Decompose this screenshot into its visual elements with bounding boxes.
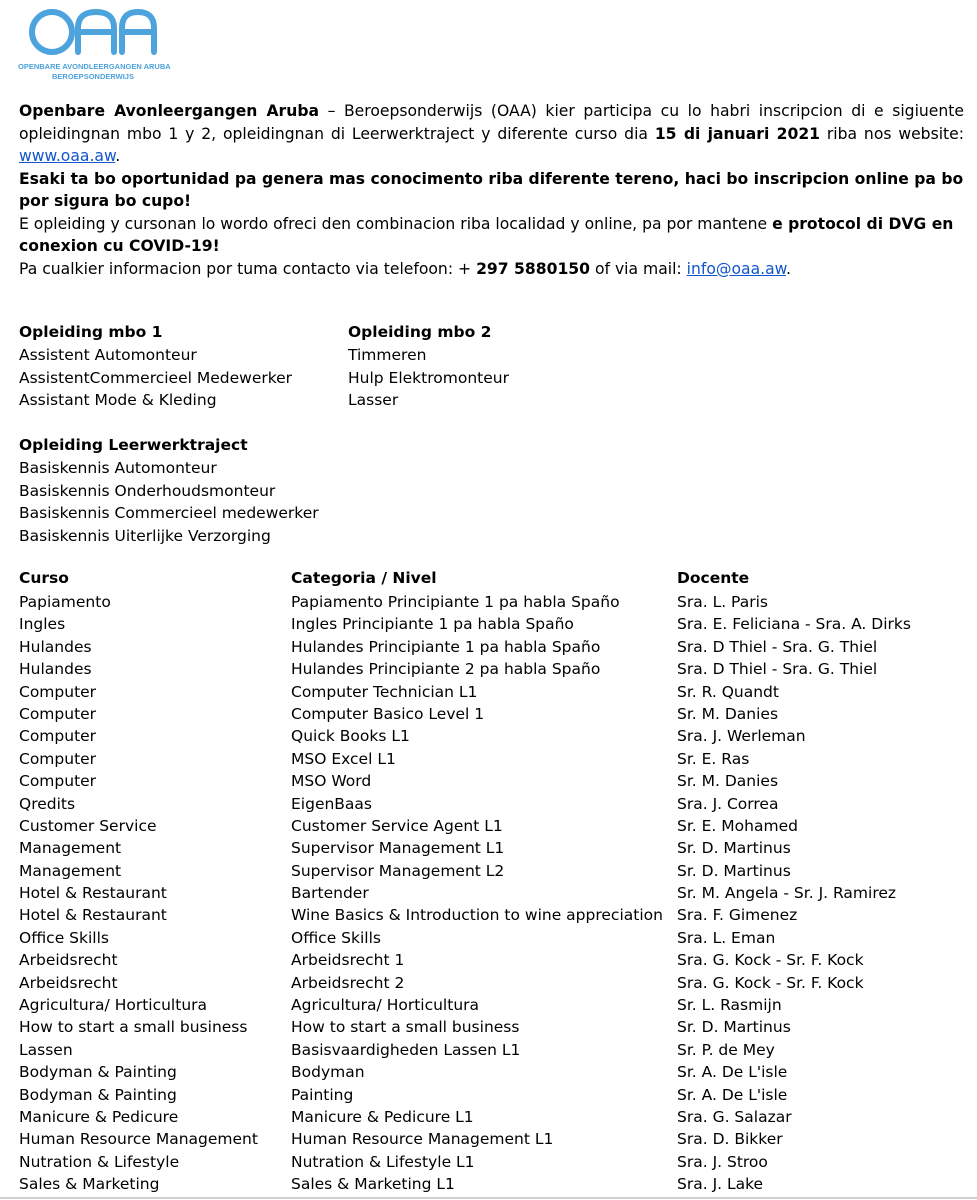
mbo2-section — [348, 320, 509, 412]
cell-curso: Bodyman & Painting — [19, 1085, 177, 1104]
cell-categoria: Computer Basico Level 1 — [291, 704, 485, 723]
intro-text-a: – Beroepsonderwijs (OAA) kier participa cu lo habri inscripcion di e sigiuente opleidingnan mbo 1 y 2, opleidingnan di Leerwerktraject y diferente curso dia — [19, 102, 964, 143]
cell-curso: Hotel & Restaurant — [19, 906, 167, 925]
cell-curso: Customer Service — [19, 816, 157, 835]
cell-docente: Sr. D. Martinus — [677, 1018, 791, 1037]
intro-text — [19, 100, 964, 280]
table-row — [19, 705, 969, 727]
cell-docente: Sra. E. Feliciana - Sra. A. Dirks — [677, 615, 911, 634]
leerwerktraject-section — [19, 433, 319, 547]
cell-docente: Sra. L. Eman — [677, 928, 776, 947]
opportunity-text: Esaki ta bo oportunidad pa genera mas conocimento riba diferente tereno, haci bo inscripcion online pa bo por sigura bo cupo! — [19, 169, 964, 210]
table-row — [19, 1175, 969, 1197]
logo-line-2: BEROEPSONDERWIJS — [52, 72, 134, 81]
cell-curso: Management — [19, 839, 122, 858]
table-row — [19, 772, 969, 794]
leerwerktraject-item: Basiskennis Automonteur — [19, 459, 217, 477]
contact-mid: of via mail: — [590, 259, 687, 278]
table-row — [19, 638, 969, 660]
cell-categoria: Sales & Marketing L1 — [291, 1175, 455, 1194]
cell-categoria: Ingles Principiante 1 pa habla Spaño — [291, 615, 574, 634]
table-row — [19, 683, 969, 705]
intro-paragraph-2 — [19, 168, 964, 213]
cell-curso: How to start a small business — [19, 1018, 248, 1037]
table-row — [19, 1063, 969, 1085]
table-row — [19, 906, 969, 928]
cell-curso: Manicure & Pedicure — [19, 1107, 179, 1126]
cell-docente: Sr. D. Martinus — [677, 861, 791, 880]
phone-number: 297 5880150 — [476, 259, 590, 278]
cell-docente: Sra. D Thiel - Sra. G. Thiel — [677, 660, 878, 679]
cell-curso: Hotel & Restaurant — [19, 884, 167, 903]
table-row — [19, 817, 969, 839]
cell-curso: Arbeidsrecht — [19, 973, 118, 992]
cell-categoria: Quick Books L1 — [291, 727, 410, 746]
email-link[interactable]: info@oaa.aw — [686, 259, 786, 278]
table-row — [19, 929, 969, 951]
cell-docente: Sra. G. Kock - Sr. F. Kock — [677, 951, 864, 970]
table-row — [19, 593, 969, 615]
table-row — [19, 750, 969, 772]
cell-categoria: MSO Word — [291, 772, 372, 791]
table-row — [19, 974, 969, 996]
cell-categoria: How to start a small business — [291, 1018, 520, 1037]
intro-text-b: riba nos website: — [820, 124, 965, 143]
cell-curso: Hulandes — [19, 660, 92, 679]
table-row — [19, 727, 969, 749]
header-categoria: Categoria / Nivel — [291, 569, 437, 587]
cell-curso: Lassen — [19, 1040, 73, 1059]
cell-categoria: Painting — [291, 1085, 354, 1104]
cell-curso: Office Skills — [19, 928, 109, 947]
header-docente: Docente — [677, 569, 750, 587]
cell-categoria: MSO Excel L1 — [291, 749, 396, 768]
table-row — [19, 795, 969, 817]
cell-curso: Computer — [19, 704, 97, 723]
cell-docente: Sra. J. Lake — [677, 1175, 764, 1194]
cell-docente: Sra. L. Paris — [677, 593, 768, 611]
cell-curso: Computer — [19, 727, 97, 746]
cell-docente: Sr. A. De L'isle — [677, 1063, 788, 1082]
cell-curso: Computer — [19, 682, 97, 701]
registration-date: 15 di januari 2021 — [654, 124, 821, 143]
mbo1-section — [19, 320, 292, 412]
table-row — [19, 839, 969, 861]
cell-categoria: Supervisor Management L2 — [291, 861, 505, 880]
header-curso: Curso — [19, 569, 69, 587]
table-row — [19, 1130, 969, 1152]
cell-categoria: Basisvaardigheden Lassen L1 — [291, 1040, 521, 1059]
cell-docente: Sra. J. Stroo — [677, 1152, 768, 1171]
cell-categoria: Computer Technician L1 — [291, 682, 478, 701]
mbo1-item: AssistentCommercieel Medewerker — [19, 368, 293, 387]
cell-docente: Sr. D. Martinus — [677, 839, 791, 858]
cell-curso: Agricultura/ Horticultura — [19, 996, 208, 1015]
leerwerktraject-title: Opleiding Leerwerktraject — [19, 436, 248, 454]
contact-text: Pa cualkier informacion por tuma contacto via telefoon: + — [19, 259, 477, 278]
cell-curso: Management — [19, 861, 122, 880]
cell-categoria: Arbeidsrecht 2 — [291, 973, 405, 992]
cell-docente: Sr. M. Danies — [677, 772, 779, 791]
cell-categoria: Supervisor Management L1 — [291, 839, 505, 858]
mbo2-item: Hulp Elektromonteur — [348, 368, 509, 387]
intro-paragraph-1 — [19, 100, 964, 168]
cell-docente: Sra. J. Werleman — [677, 727, 806, 746]
cell-curso: Sales & Marketing — [19, 1175, 160, 1194]
table-row — [19, 1018, 969, 1040]
table-row — [19, 1041, 969, 1063]
course-table — [19, 569, 969, 1198]
contact-end: . — [785, 259, 791, 278]
page-bottom-edge — [0, 1197, 977, 1199]
combination-text: E opleiding y cursonan lo wordo ofreci den combinacion riba localidad y online, pa por mantene — [19, 214, 773, 233]
leerwerktraject-item: Basiskennis Uiterlijke Verzorging — [19, 526, 271, 545]
table-header-row — [19, 569, 969, 593]
table-row — [19, 660, 969, 682]
table-row — [19, 615, 969, 637]
cell-categoria: Wine Basics & Introduction to wine appreciation — [291, 906, 663, 925]
mbo2-title: Opleiding mbo 2 — [348, 323, 492, 341]
oaa-logo — [18, 6, 171, 82]
cell-docente: Sr. M. Danies — [677, 704, 779, 723]
cell-categoria: Office Skills — [291, 928, 381, 947]
cell-categoria: Hulandes Principiante 2 pa habla Spaño — [291, 660, 601, 679]
cell-categoria: Human Resource Management L1 — [291, 1130, 554, 1149]
cell-categoria: Customer Service Agent L1 — [291, 816, 503, 835]
cell-curso: Human Resource Management — [19, 1130, 258, 1149]
cell-curso: Arbeidsrecht — [19, 951, 118, 970]
cell-categoria: Nutration & Lifestyle L1 — [291, 1152, 475, 1171]
intro-paragraph-4 — [19, 258, 964, 281]
cell-categoria: Agricultura/ Horticultura — [291, 996, 480, 1015]
cell-curso: Ingles — [19, 615, 66, 634]
cell-categoria: EigenBaas — [291, 794, 373, 813]
cell-curso: Hulandes — [19, 637, 92, 656]
cell-docente: Sr. P. de Mey — [677, 1040, 775, 1059]
leerwerktraject-item: Basiskennis Onderhoudsmonteur — [19, 481, 276, 500]
cell-docente: Sr. M. Angela - Sr. J. Ramirez — [677, 884, 897, 903]
cell-curso: Papiamento — [19, 593, 111, 611]
cell-curso: Bodyman & Painting — [19, 1063, 177, 1082]
mbo2-item: Timmeren — [348, 346, 427, 364]
cell-docente: Sr. E. Ras — [677, 749, 750, 768]
cell-docente: Sra. G. Salazar — [677, 1107, 792, 1126]
cell-categoria: Bartender — [291, 884, 369, 903]
mbo1-item: Assistant Mode & Kleding — [19, 391, 217, 409]
intro-paragraph-3 — [19, 213, 964, 258]
cell-docente: Sr. L. Rasmijn — [677, 996, 782, 1015]
table-row — [19, 951, 969, 973]
cell-categoria: Arbeidsrecht 1 — [291, 951, 405, 970]
org-name: Openbare Avonleergangen Aruba — [19, 102, 319, 120]
oaa-logo-mark — [26, 6, 160, 58]
cell-categoria: Papiamento Principiante 1 pa habla Spaño — [291, 593, 620, 611]
intro-text-end: . — [115, 147, 121, 165]
cell-docente: Sra. D. Bikker — [677, 1130, 783, 1149]
cell-docente: Sr. R. Quandt — [677, 682, 779, 701]
website-link[interactable]: www.oaa.aw — [19, 147, 116, 165]
table-row — [19, 1153, 969, 1175]
cell-docente: Sra. G. Kock - Sr. F. Kock — [677, 973, 864, 992]
cell-curso: Nutration & Lifestyle — [19, 1152, 180, 1171]
table-row — [19, 1108, 969, 1130]
cell-categoria: Bodyman — [291, 1063, 365, 1082]
mbo1-item: Assistent Automonteur — [19, 346, 197, 364]
cell-categoria: Hulandes Principiante 1 pa habla Spaño — [291, 637, 601, 656]
cell-curso: Qredits — [19, 794, 76, 813]
cell-docente: Sra. D Thiel - Sra. G. Thiel — [677, 637, 878, 656]
mbo1-title: Opleiding mbo 1 — [19, 323, 163, 341]
table-row — [19, 996, 969, 1018]
table-row — [19, 884, 969, 906]
table-row — [19, 1086, 969, 1108]
mbo2-item: Lasser — [348, 391, 399, 409]
cell-docente: Sra. J. Correa — [677, 794, 779, 813]
cell-curso: Computer — [19, 749, 97, 768]
leerwerktraject-item: Basiskennis Commercieel medewerker — [19, 504, 319, 522]
table-row — [19, 862, 969, 884]
cell-categoria: Manicure & Pedicure L1 — [291, 1107, 474, 1126]
cell-docente: Sr. A. De L'isle — [677, 1085, 788, 1104]
cell-curso: Computer — [19, 772, 97, 791]
logo-line-1: OPENBARE AVONDLEERGANGEN ARUBA — [18, 62, 171, 71]
cell-docente: Sra. F. Gimenez — [677, 906, 798, 925]
protocol-text: e protocol di DVG en conexion cu COVID-19! — [19, 214, 954, 255]
cell-docente: Sr. E. Mohamed — [677, 816, 798, 835]
